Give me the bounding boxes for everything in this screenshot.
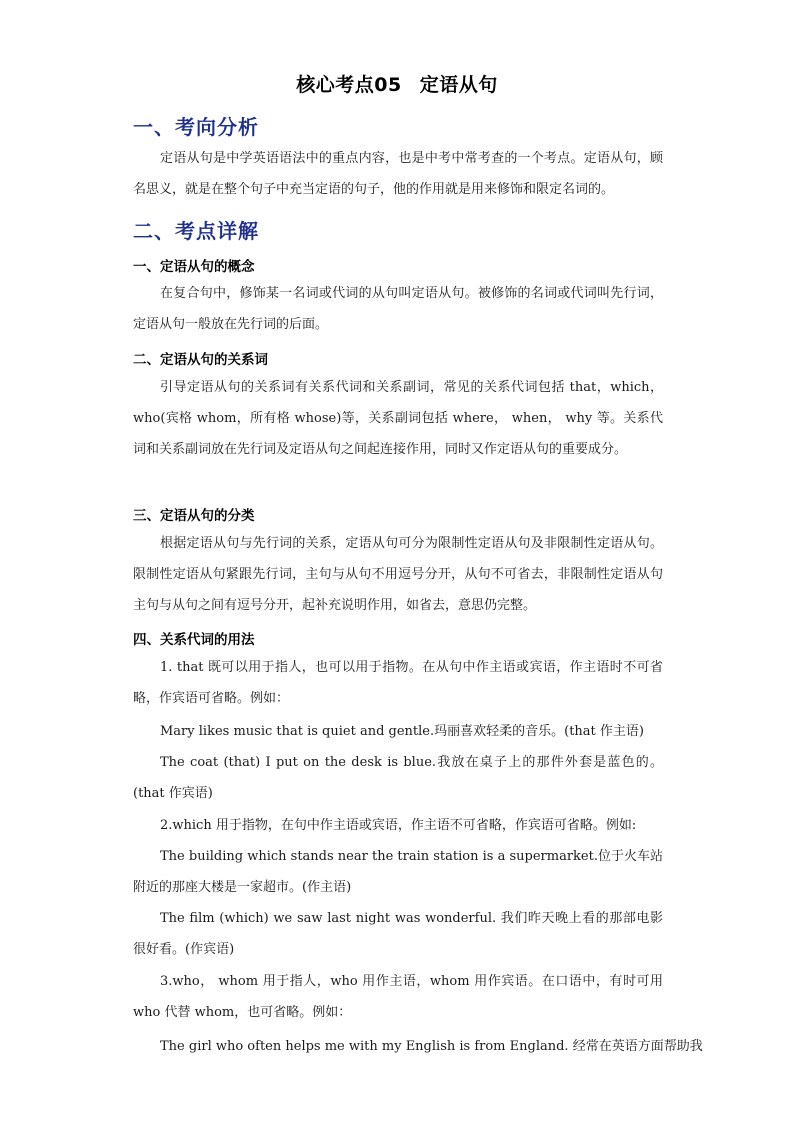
example-which-object: The film (which) we saw last night was wonderful. 我们昨天晚上看的那部电影很好看。(作宾语) [133,911,663,957]
section-heading-analysis: 一、考向分析 [133,115,259,139]
example-that-object: The coat (that) I put on the desk is blue.我放在桌子上的那件外套是蓝色的。(that 作宾语) [133,755,663,801]
paragraph-relatives: 引导定语从句的关系词有关系代词和关系副词，常见的关系代词包括 that，which， who(宾格 whom，所有格 whose)等，关系副词包括 where， when， why 等。关系代词和关系副词放在先行词及定语从句之间起连接作用，同时又作定语从句的重要成分。 [133,380,663,457]
example-which-subject: The building which stands near the train station is a supermarket.位于火车站附近的那座大楼是一家超市。(作主语) [133,849,663,895]
document-title [0,70,794,97]
subheading-pronoun-usage: 四、关系代词的用法 [133,632,255,648]
paragraph-classification: 根据定语从句与先行词的关系，定语从句可分为限制性定语从句及非限制性定语从句。限制性定语从句紧跟先行词，主句与从句不用逗号分开，从句不可省去，非限制性定语从句主句与从句之间有逗号分开，起补充说明作用，如省去，意思仍完整。 [133,536,663,613]
paragraph-analysis: 定语从句是中学英语语法中的重点内容，也是中考中常考查的一个考点。定语从句，顾名思义，就是在整个句子中充当定语的句子，他的作用就是用来修饰和限定名词的。 [133,151,663,197]
example-who-subject: The girl who often helps me with my English is from England. 经常在英语方面帮助我 [160,1039,703,1054]
item-that: 1. that 既可以用于指人，也可以用于指物。在从句中作主语或宾语，作主语时不可省略，作宾语可省略。例如： [133,660,663,706]
item-which: 2.which 用于指物，在句中作主语或宾语，作主语不可省略，作宾语可省略。例如: [160,818,637,833]
example-that-subject: Mary likes music that is quiet and gentle.玛丽喜欢轻柔的音乐。(that 作主语) [160,724,644,739]
section-heading-details: 二、考点详解 [133,219,259,243]
subheading-relatives: 二、定语从句的关系词 [133,352,268,368]
item-who-whom: 3.who， whom 用于指人，who 用作主语，whom 用作宾语。在口语中，有时可用 who 代替 whom，也可省略。例如： [133,974,663,1020]
subheading-concept: 一、定语从句的概念 [133,259,255,275]
title-topic: 定语从句 [419,74,498,96]
subheading-classification: 三、定语从句的分类 [133,508,255,524]
title-lesson: 核心考点05 [296,74,402,96]
paragraph-concept: 在复合句中，修饰某一名词或代词的从句叫定语从句。被修饰的名词或代词叫先行词，定语从句一般放在先行词的后面。 [133,286,663,332]
